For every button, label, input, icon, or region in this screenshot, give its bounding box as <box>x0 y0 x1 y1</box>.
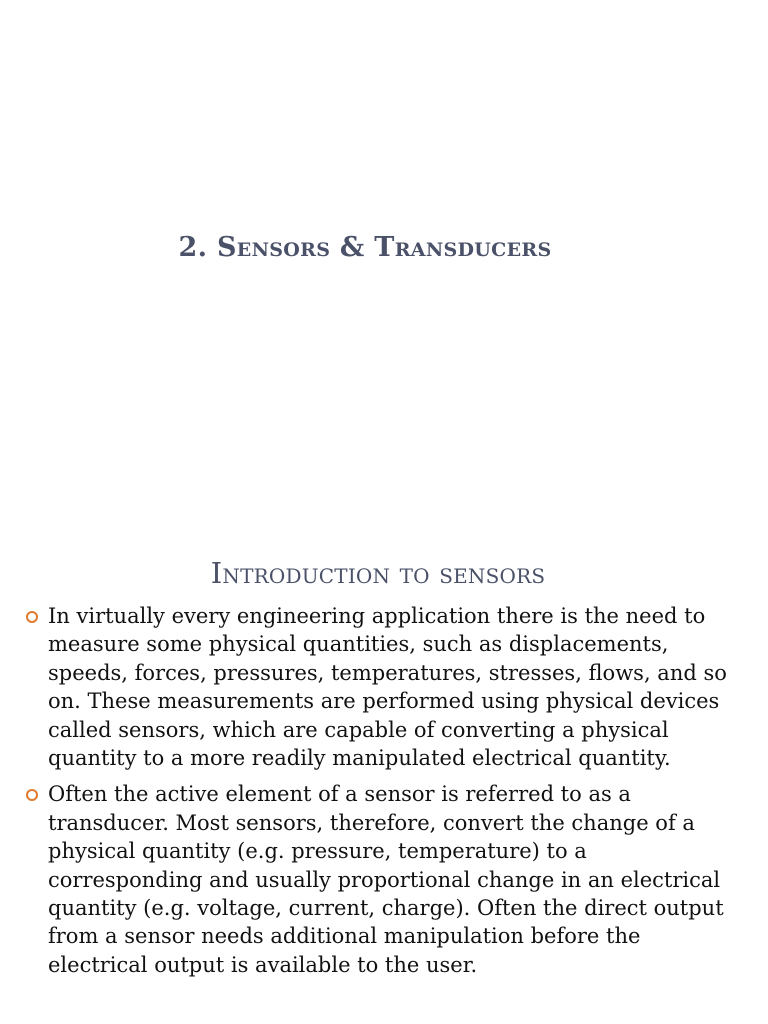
bullet-text-2: Often the active element of a sensor is referred to as a transducer. Most sensors, therefore, convert the change of a physical quantity (e.g. pressure, temperature) to a corresponding and usually proportional change in an electrical quantity (e.g. voltage, current, charge). Often the direct output from a sensor needs additional manipulation before the electrical output is available to the user. <box>48 782 724 977</box>
bullet-list <box>26 602 738 987</box>
bullet-icon <box>26 611 38 623</box>
slide-two-title: Introduction to sensors <box>210 556 546 590</box>
bullet-text-1: In virtually every engineering application there is the need to measure some physical quantities, such as displacements, speeds, forces, pressures, temperatures, stresses, flows, and so on. These measurements are performed using physical devices called sensors, which are capable of converting a physical quantity to a more readily manipulated electrical quantity. <box>48 604 727 771</box>
slide-one-title: 2. Sensors & Transducers <box>178 232 552 263</box>
slide-two <box>0 512 768 1024</box>
bullet-item-1 <box>26 602 738 772</box>
bullet-item-2 <box>26 780 738 979</box>
bullet-icon <box>26 789 38 801</box>
